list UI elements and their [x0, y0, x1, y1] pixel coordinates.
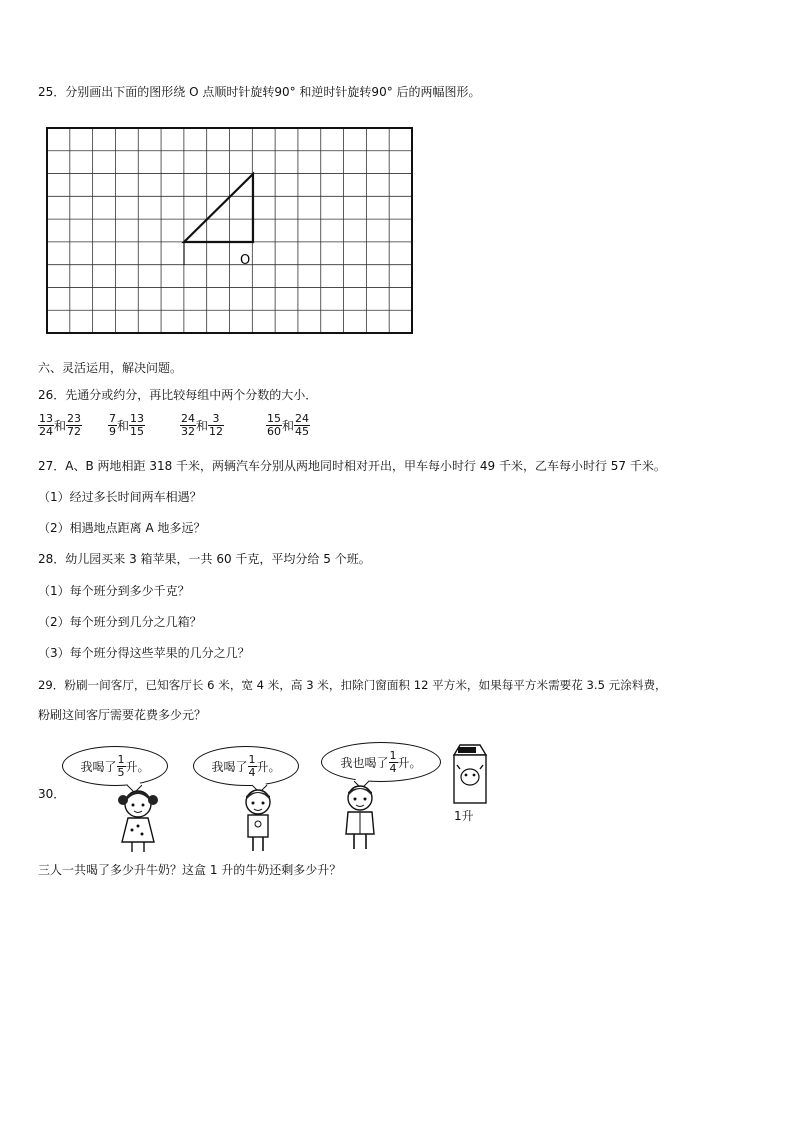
speech-bubble-3: 我也喝了 $\frac{1}{4}$ 升。 — [321, 742, 441, 782]
fraction: $\frac{13}{15}$ — [130, 412, 145, 438]
fraction: $\frac{7}{9}$ — [109, 412, 116, 438]
q28-text: 28．幼儿园买来 3 箱苹果，一共 60 千克，平均分给 5 个班。 — [38, 552, 371, 566]
girl-figure-icon — [108, 784, 168, 854]
boy-figure-icon — [230, 784, 286, 854]
grid-lines — [47, 128, 412, 333]
fraction: $\frac{23}{72}$ — [67, 412, 82, 438]
q25-text: 25．分别画出下面的图形绕 O 点顺时针旋转90° 和逆时针旋转90° 后的两幅图形。 — [38, 85, 481, 99]
q30-number: 30． — [38, 787, 66, 801]
q28-sub1: （1）每个班分到多少千克？ — [38, 584, 190, 598]
point-o-label: O — [240, 253, 251, 268]
fraction: $\frac{13}{24}$ — [39, 412, 53, 438]
fraction: $\frac{24}{32}$ — [181, 412, 195, 438]
q27-text: 27．A、B 两地相距 318 千米，两辆汽车分别从两地同时相对开出，甲车每小时行 49 千米，乙车每小时行 57 千米。 — [38, 459, 666, 473]
grid-figure — [44, 125, 416, 337]
milk-label: 1升 — [454, 809, 474, 823]
q29-line2: 粉刷这间客厅需要花费多少元？ — [38, 708, 207, 722]
fraction: $\frac{24}{45}$ — [295, 412, 310, 438]
q27-sub1: （1）经过多长时间两车相遇？ — [38, 490, 202, 504]
q26-text: 26．先通分或约分，再比较每组中两个分数的大小． — [38, 388, 318, 402]
q29-line1: 29．粉刷一间客厅，已知客厅长 6 米，宽 4 米，高 3 米，扣除门窗面积 12 平方米，如果每平方米需要花 3.5 元涂料费， — [38, 678, 667, 692]
fraction-pair-3: $\frac{24}{32}$ 和 $\frac{3}{12}$ — [181, 412, 224, 438]
fraction-pair-4: $\frac{15}{60}$ 和 $\frac{24}{45}$ — [267, 412, 310, 438]
speech-bubble-2: 我喝了 $\frac{1}{4}$ 升。 — [193, 746, 299, 786]
fraction-pair-1: $\frac{13}{24}$ 和 $\frac{23}{72}$ — [39, 412, 82, 438]
q28-sub3: （3）每个班分得这些苹果的几分之几？ — [38, 646, 250, 660]
speech-bubble-1: 我喝了 $\frac{1}{5}$ 升。 — [62, 746, 168, 786]
milk-carton-icon — [446, 743, 492, 805]
fraction-pair-2: $\frac{7}{9}$ 和 $\frac{13}{15}$ — [109, 412, 145, 438]
q30-question: 三人一共喝了多少升牛奶？这盒 1 升的牛奶还剩多少升？ — [38, 863, 342, 877]
boy-figure-2-icon — [334, 780, 390, 852]
section6-title: 六、灵活运用，解决问题。 — [38, 361, 183, 375]
fraction: $\frac{15}{60}$ — [267, 412, 281, 438]
right-triangle-shape — [184, 174, 253, 242]
fraction: $\frac{3}{12}$ — [209, 412, 224, 438]
q28-sub2: （2）每个班分到几分之几箱？ — [38, 615, 202, 629]
q27-sub2: （2）相遇地点距离 A 地多远？ — [38, 521, 206, 535]
